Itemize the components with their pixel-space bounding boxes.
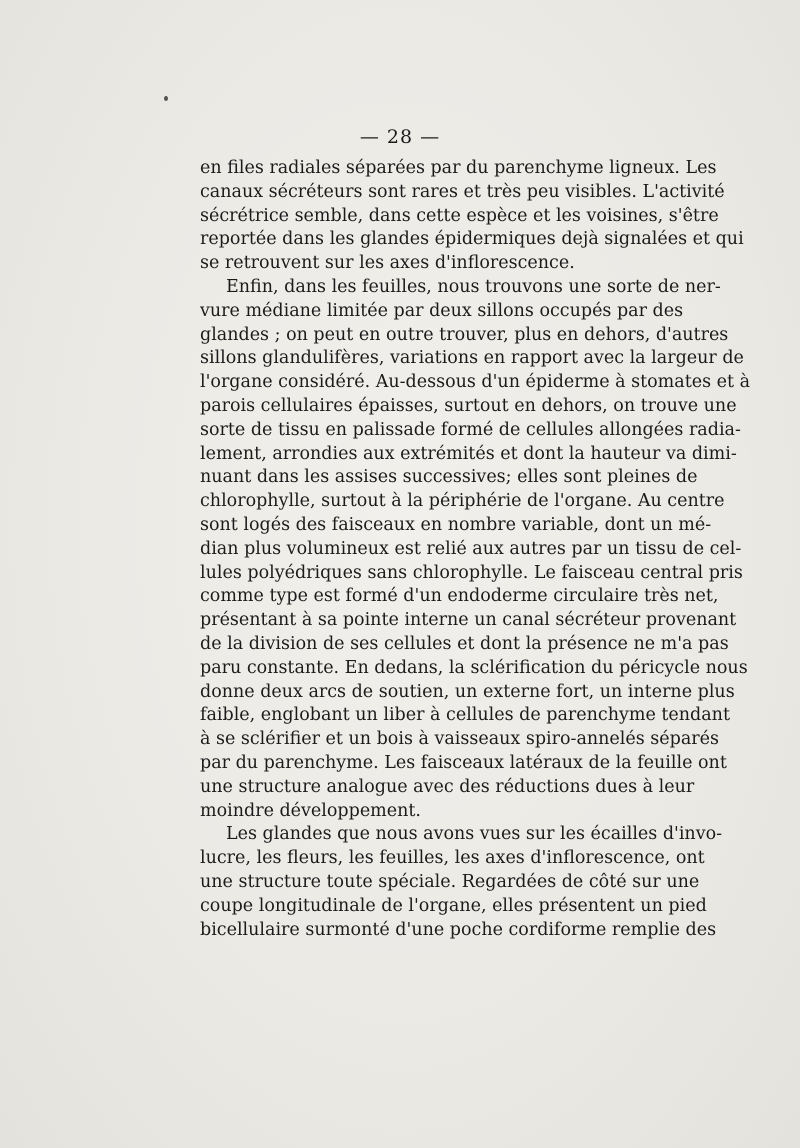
text-line: lules polyédriques sans chlorophylle. Le faisceau central pris — [200, 562, 743, 583]
text-line: une structure toute spéciale. Regardées de côté sur une — [200, 871, 700, 892]
text-line: se retrouvent sur les axes d'inflorescence. — [200, 253, 575, 274]
text-line: l'organe considéré. Au-dessous d'un épiderme à stomates et à — [200, 372, 751, 393]
text-line: en files radiales séparées par du parenchyme ligneux. Les — [200, 158, 717, 178]
text-line: vure médiane limitée par deux sillons occupés par des — [200, 300, 684, 321]
ink-speck — [164, 96, 168, 101]
page-number: — 28 — — [359, 126, 441, 148]
text-line: bicellulaire surmonté d'une poche cordiforme remplie des — [200, 919, 717, 940]
text-line: comme type est formé d'un endoderme circulaire très net, — [200, 586, 719, 607]
text-line: lement, arrondies aux extrémités et dont la hauteur va dimi- — [200, 443, 737, 464]
text-line: donne deux arcs de soutien, un externe fort, un interne plus — [200, 681, 735, 702]
text-line: chlorophylle, surtout à la périphérie de l'organe. Au centre — [200, 491, 725, 512]
text-line: une structure analogue avec des réductions dues à leur — [200, 776, 695, 797]
text-line: moindre développement. — [200, 800, 421, 821]
text-line: présentant à sa pointe interne un canal sécréteur provenant — [200, 610, 737, 631]
text-line: par du parenchyme. Les faisceaux latéraux de la feuille ont — [200, 752, 727, 773]
text-line: Les glandes que nous avons vues sur les écailles d'invo- — [226, 824, 723, 845]
text-line: de la division de ses cellules et dont la présence ne m'a pas — [200, 633, 729, 654]
text-line: dian plus volumineux est relié aux autres par un tissu de cel- — [200, 538, 742, 559]
text-line: parois cellulaires épaisses, surtout en dehors, on trouve une — [200, 395, 737, 416]
text-line: Enfin, dans les feuilles, nous trouvons une sorte de ner- — [226, 276, 721, 297]
text-line: nuant dans les assises successives; elles sont pleines de — [200, 467, 698, 488]
text-line: glandes ; on peut en outre trouver, plus en dehors, d'autres — [200, 324, 729, 345]
text-line: sorte de tissu en palissade formé de cellules allongées radia- — [200, 419, 741, 440]
body-text — [200, 157, 751, 942]
text-line: sillons glandulifères, variations en rapport avec la largeur de — [200, 348, 744, 369]
text-line: à se sclérifier et un bois à vaisseaux spiro-annelés séparés — [200, 729, 719, 750]
text-line: lucre, les fleurs, les feuilles, les axes d'inflorescence, ont — [200, 848, 705, 869]
text-line: sont logés des faisceaux en nombre variable, dont un mé- — [200, 514, 712, 535]
text-line: reportée dans les glandes épidermiques dejà signalées et qui — [200, 229, 744, 250]
text-line: coupe longitudinale de l'organe, elles présentent un pied — [200, 895, 707, 916]
text-line: sécrétrice semble, dans cette espèce et les voisines, s'être — [200, 205, 719, 226]
text-line: paru constante. En dedans, la sclérification du péricycle nous — [200, 657, 748, 678]
text-line: faible, englobant un liber à cellules de parenchyme tendant — [200, 705, 730, 726]
text-line: canaux sécréteurs sont rares et très peu visibles. L'activité — [200, 181, 725, 202]
